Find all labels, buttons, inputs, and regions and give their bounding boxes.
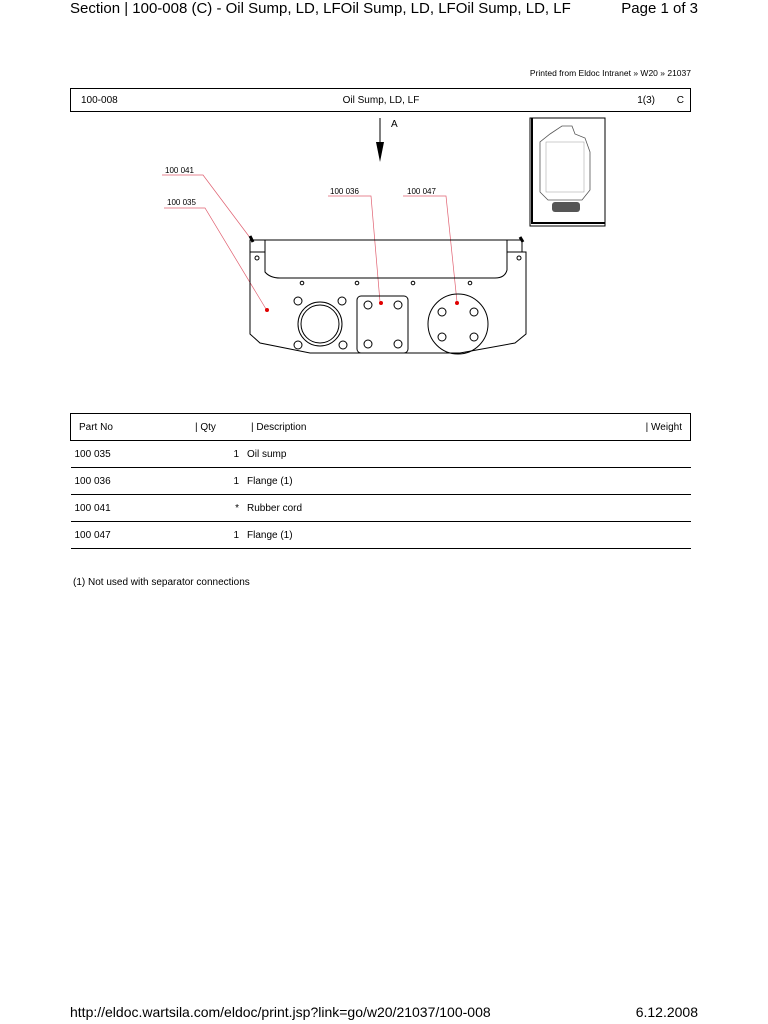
callout-dot-100-047 xyxy=(455,301,459,305)
oil-sump-body xyxy=(250,240,526,354)
cell-part-no: 100 036 xyxy=(71,468,188,495)
footer-url-link[interactable]: http://eldoc.wartsila.com/eldoc/print.jsp?link=go/w20/21037/100-008 xyxy=(70,1004,491,1020)
callout-dot-100-036 xyxy=(379,301,383,305)
header-description: | Description xyxy=(243,414,500,441)
cell-weight xyxy=(500,495,690,522)
table-row xyxy=(71,468,691,495)
cell-part-no: 100 035 xyxy=(71,441,188,468)
cell-weight xyxy=(500,441,690,468)
drawing-name: Oil Sump, LD, LF xyxy=(342,95,420,106)
table-row xyxy=(71,522,691,549)
table-row xyxy=(71,495,691,522)
page-footer xyxy=(70,1004,698,1024)
view-arrow xyxy=(376,118,384,162)
cell-part-no: 100 041 xyxy=(71,495,188,522)
page-header xyxy=(70,0,698,22)
callout-100-047: 100 047 xyxy=(407,187,436,196)
cell-qty: 1 xyxy=(187,441,243,468)
cell-weight xyxy=(500,522,690,549)
table-row xyxy=(71,441,691,468)
parts-table xyxy=(70,413,691,549)
cell-description: Flange (1) xyxy=(243,522,500,549)
cell-description: Flange (1) xyxy=(243,468,500,495)
footnote: (1) Not used with separator connections xyxy=(73,577,250,588)
cell-weight xyxy=(500,468,690,495)
cell-description: Rubber cord xyxy=(243,495,500,522)
callout-100-036: 100 036 xyxy=(330,187,359,196)
page-number: Page 1 of 3 xyxy=(621,0,698,17)
view-label: A xyxy=(391,119,398,130)
page-title: Section | 100-008 (C) - Oil Sump, LD, LFOil Sump, LD, LFOil Sump, LD, LF xyxy=(70,0,571,17)
drawing-page: 1(3) xyxy=(637,95,655,106)
callout-dot-100-035 xyxy=(265,308,269,312)
printed-from-note: Printed from Eldoc Intranet » W20 » 21037 xyxy=(529,68,691,78)
cell-qty: 1 xyxy=(187,522,243,549)
cell-part-no: 100 047 xyxy=(71,522,188,549)
table-header-row xyxy=(71,414,691,441)
footer-date: 6.12.2008 xyxy=(635,1004,698,1020)
header-part-no: Part No xyxy=(71,414,188,441)
header-weight: | Weight xyxy=(500,414,690,441)
cell-qty: 1 xyxy=(187,468,243,495)
header-qty: | Qty xyxy=(187,414,243,441)
oil-sump-drawing xyxy=(70,112,691,382)
drawing-title-bar xyxy=(70,88,691,112)
drawing-code: 100-008 xyxy=(81,95,118,106)
callout-100-035: 100 035 xyxy=(167,198,196,207)
engine-location-thumbnail xyxy=(530,118,605,226)
callout-100-041: 100 041 xyxy=(165,166,194,175)
cell-qty: * xyxy=(187,495,243,522)
cell-description: Oil sump xyxy=(243,441,500,468)
drawing-revision: C xyxy=(676,95,684,106)
